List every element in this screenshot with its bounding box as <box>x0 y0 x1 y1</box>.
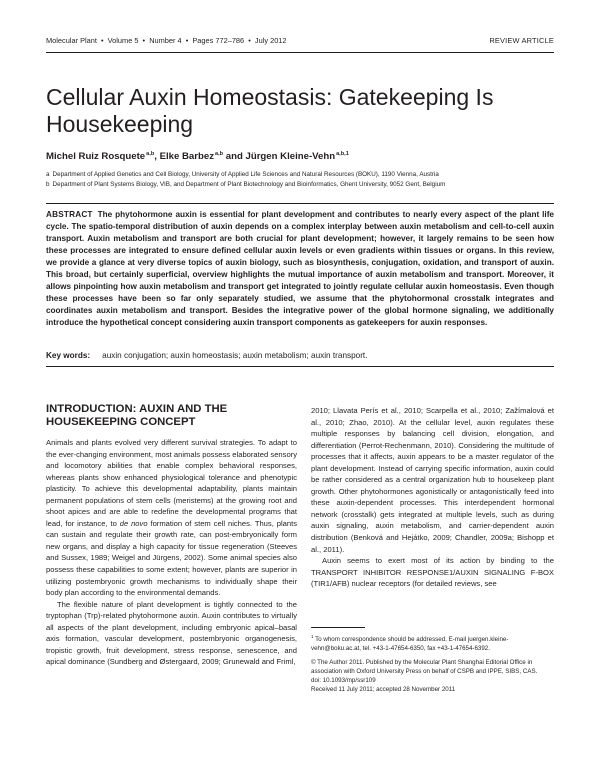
italic-term: de novo <box>119 518 148 528</box>
header-rule <box>46 52 554 53</box>
author-affiliation-mark: a,b,1 <box>336 151 349 157</box>
abstract-label: ABSTRACT <box>46 210 93 219</box>
affiliation-text: Department of Applied Genetics and Cell Biology, University of Applied Life Sciences and Natural Resources (BOKU), 1190 Vienna, Austria <box>52 171 439 178</box>
paragraph-text: Animals and plants evolved very different survival strategies. To adapt to the ever-changing environment, most animals possess elaborated sensory and locomotory abilities that enable complex behavioral responses, whereas plants show enhanced physiological tolerance and phenotypic plasticity. To achieve this developmental adaptability, plants maintain permanent populations of stem cells (meristems) at the growing root and shoot apices and are able to redefine the developmental programs that lead, for instance, to <box>46 438 297 528</box>
author-affiliation-mark: a,b <box>146 151 155 157</box>
journal-pages: Pages 772–786 <box>192 36 245 45</box>
author-name: Michel Ruiz Rosquete <box>46 151 146 162</box>
article-title: Cellular Auxin Homeostasis: Gatekeeping Is Housekeeping <box>46 84 494 137</box>
separator: • <box>248 36 251 45</box>
separator: • <box>185 36 189 45</box>
section-heading: INTRODUCTION: AUXIN AND THE HOUSEKEEPING CONCEPT <box>46 403 228 428</box>
affiliation-tag: b <box>46 181 50 188</box>
affiliation-tag: a <box>46 171 50 178</box>
keywords <box>46 351 367 360</box>
paragraph: 2010; Llavata Perís et al., 2010; Scarpella et al., 2010; Zažímalová et al., 2010; Zhao, 2010). At the cellular level, auxin regulates these multiple responses by balancing cell division, elongation, and differentiation (Perrot-Rechenmann, 2010). Considering the multitude of processes that it affects, auxin appears to be a master regulator of the plant development. Instead of carrying specific information, auxin could be rather considered as a central organization hub to housekeep plant growth. Other phytohormones agonistically or antagonistically feed into these auxin-dependent processes. This interdependent hormonal network (crosstalk) gets integrated at multiple levels, such as during auxin signaling, auxin metabolism, and carrier-dependent auxin distribution (Benková and Hejátko, 2009; Chandler, 2009a; Bishopp et al., 2011). <box>311 406 554 554</box>
affiliation-text: Department of Plant Systems Biology, VIB, and Department of Plant Biotechnology and Bioinformatics, Ghent University, 9052 Gent, Belgium <box>52 181 446 188</box>
copyright-note: © The Author 2011. Published by the Molecular Plant Shanghai Editorial Office in association with Oxford University Press on behalf of CSPB and IPPE, SIBS, CAS. <box>311 658 538 675</box>
footnotes <box>311 632 554 695</box>
paragraph: Auxin seems to exert most of its action by binding to the TRANSPORT INHIBITOR RESPONSE1/AUXIN SIGNALING F-BOX (TIR1/AFB) nuclear receptors (for detailed reviews, see <box>311 556 554 589</box>
affiliation <box>46 171 439 178</box>
abstract-text: The phytohormone auxin is essential for plant development and contributes to nearly every aspect of the plant life cycle. The spatio-temporal distribution of auxin depends on a complex interplay between auxin metabolism and cell-to-cell auxin transport. Auxin metabolism and transport are both crucial for plant development; however, it largely remains to be seen how these processes are integrated to ensure defined cellular auxin levels or even gradients within tissues or organs. In this review, we provide a glance at very diverse topics of auxin biology, such as biosynthesis, conjugation, oxidation, and transport of auxin. This broad, but certainly superficial, overview highlights the mutual importance of auxin metabolism and transport. Moreover, it allows pinpointing how auxin metabolism and transport get integrated to jointly regulate cellular auxin homeostasis. Even though these processes have been so far only separately studied, we assume that the phytohormonal crosstalk integrates and coordinates auxin metabolism and transport. Besides the integrative power of the global hormone signaling, we additionally introduce the hypothetical concept considering auxin transport components as gatekeepers for auxin responses. <box>46 210 554 327</box>
article-type: REVIEW ARTICLE <box>489 36 554 45</box>
paragraph <box>46 437 297 599</box>
journal-name: Molecular Plant <box>46 36 97 45</box>
author-and: and <box>225 151 243 162</box>
separator: • <box>101 36 104 45</box>
abstract <box>46 209 554 329</box>
author-name: Elke Barbez <box>159 151 214 162</box>
journal-number: Number 4 <box>149 36 182 45</box>
author-list <box>46 151 349 162</box>
keywords-rule <box>46 366 554 367</box>
received-dates: Received 11 July 2011; accepted 28 November 2011 <box>311 686 456 694</box>
footnote-rule <box>311 627 365 628</box>
running-header <box>46 36 554 48</box>
doi: doi: 10.1093/mp/ssr109 <box>311 677 376 685</box>
journal-volume: Volume 5 <box>107 36 139 45</box>
abstract-rule-top <box>46 203 554 204</box>
author-separator: , <box>154 151 157 162</box>
separator: • <box>142 36 146 45</box>
correspondence-note <box>311 632 554 654</box>
journal-citation <box>46 36 287 45</box>
keywords-text: auxin conjugation; auxin homeostasis; auxin metabolism; auxin transport. <box>102 351 368 360</box>
keywords-label: Key words: <box>46 351 91 360</box>
footnote-mark: 1 <box>311 634 314 639</box>
paragraph-text: formation of stem cell niches. Thus, plants can sustain and regulate their growth rate, can post-embryonically form new organs, and display a high capacity for tissue regeneration (Steeves and Sussex, 1989; Weigel and Jürgens, 2002). Some animal species also possess these capabilities to some extent; however, plants are superior in utilizing postembryonic growth mechanisms to individually shape their body plan according to the environmental demands. <box>46 518 297 598</box>
left-column <box>46 437 297 668</box>
journal-date: July 2012 <box>254 36 287 45</box>
paragraph: The flexible nature of plant development is tightly connected to the tryptophan (Trp)-related phytohormone auxin. Auxin contributes to virtually all aspects of the plant development, including embryonic apical–basal axis formation, vascular development, postembryonic organogenesis, tropistic growth, fruit development, stress response, senescence, and apical dominance (Sundberg and Østergaard, 2009; Grunewald and Friml, <box>46 599 297 667</box>
author-name: Jürgen Kleine-Vehn <box>245 151 336 162</box>
correspondence-text: To whom correspondence should be addressed. E-mail juergen.kleine-vehn@boku.ac.at, tel. +43-1-47654-6350, fax +43-1-47654-6392. <box>311 636 509 653</box>
affiliation <box>46 181 445 188</box>
right-column <box>311 405 554 590</box>
author-affiliation-mark: a,b <box>215 151 224 157</box>
